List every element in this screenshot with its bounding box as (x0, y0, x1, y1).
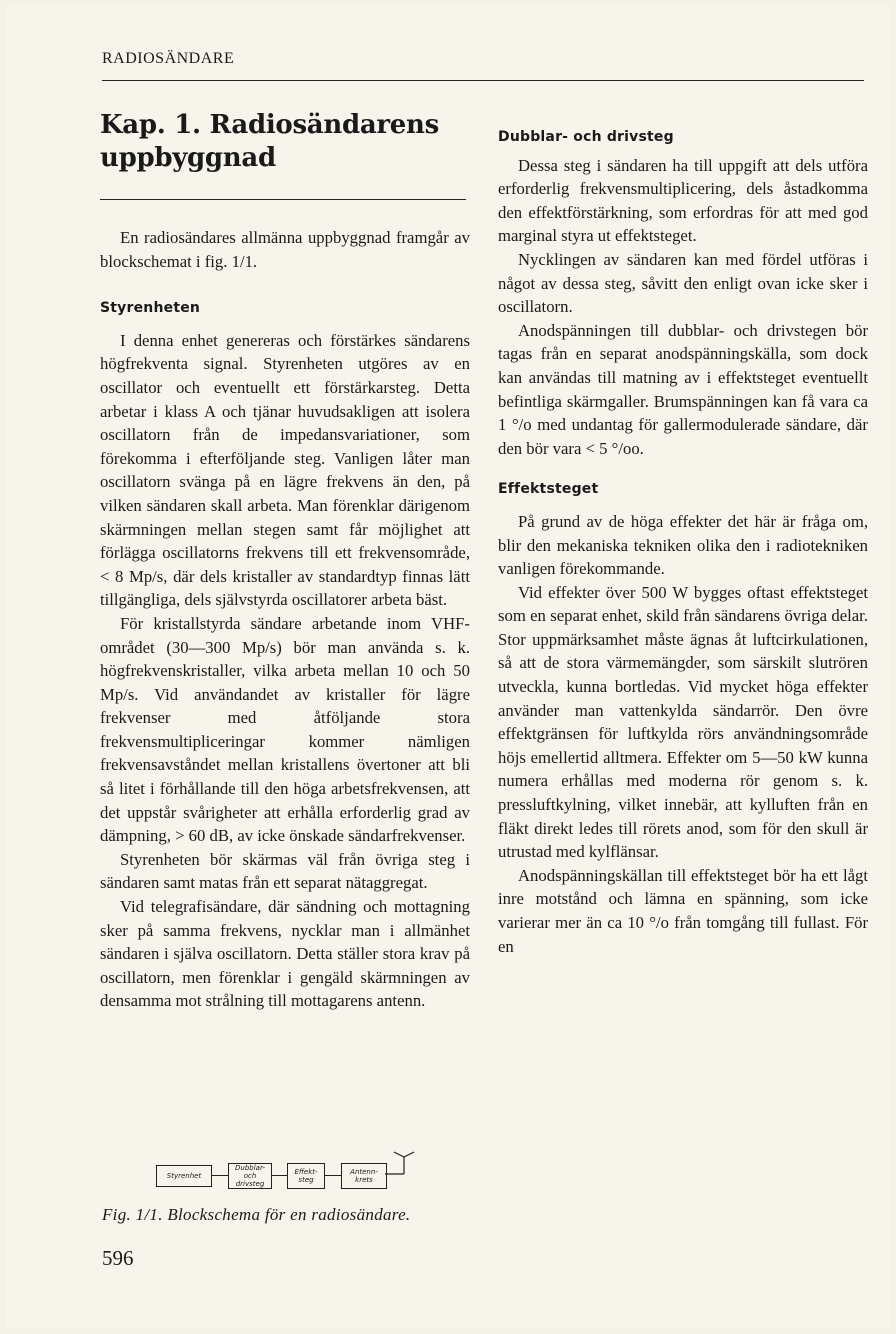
block-diagram (150, 1150, 430, 1195)
left-column (100, 107, 470, 1013)
dubblar-paragraph-2: Nycklingen av sändaren kan med fördel utföras i något av dessa steg, såvitt den enligt ovan icke sker i oscillatorn. (498, 249, 868, 317)
styrenheten-paragraph-2: För kristallstyrda sändare arbetande inom VHF-området (30—300 Mp/s) bör man använda s. k. högfrekvenskristaller, vilka arbeta mellan 10 och 50 Mp/s. Vid användandet av kristaller för lägre frekvenser med åtföljande stora frekvensmultipliceringar kommer nämligen frekvensavståndet mellan kristallens övertoner att bli så litet i förhållande till den höga arbetsfrekvensen, att det uppstår svårigheter att erhålla erforderlig grad av dämpning, > 60 dB, av icke önskade sändarfrekvenser. (100, 613, 470, 846)
connector-line (324, 1175, 341, 1176)
header-rule (102, 80, 864, 81)
figure-caption: Fig. 1/1. Blockschema för en radiosändare. (102, 1205, 411, 1224)
connector-line (271, 1175, 287, 1176)
styrenheten-paragraph-1: I denna enhet genereras och förstärkes sändarens högfrekventa signal. Styrenheten utgöres av en oscillator och eventuellt ett förstärkarsteg. Detta arbetar i klass A och tjänar huvudsakligen att isolera oscillatorn från de impedansvariationer, som förekomma i efterföljande steg. Vanligen låter man oscillatorn svänga på en lägre frekvens än den, på vilken sändaren skall arbeta. Man förenklar därigenom skärmningen mellan stegen samt får möjlighet att förlägga oscillatorns frekvens till ett frekvensområde, < 8 Mp/s, där dels kristaller av standardtyp finnas lätt tillgängliga, dels självstyrda oscillatorer arbeta bäst. (100, 330, 470, 610)
block-effektsteg: Effekt-steg (287, 1163, 325, 1189)
dubblar-paragraph-3: Anodspänningen till dubblar- och drivstegen bör tagas från en separat anodspänningskälla, som dock kan användas till matning av i effektsteget eventuellt befintliga skärmgaller. Brumspänningen kan få vara ca 1 °/o med undantag för gallermodulerade sändare, där den bör vara < 5 °/oo. (498, 320, 868, 458)
section-heading-styrenheten: Styrenheten (100, 300, 201, 317)
effekt-paragraph-1: På grund av de höga effekter det här är fråga om, blir den mekaniska tekniken olika den i radiotekniken vanligen förekommande. (498, 511, 868, 579)
styrenheten-paragraph-3: Styrenheten bör skärmas väl från övriga steg i sändaren samt matas från ett separat nätaggregat. (100, 849, 470, 893)
page-number: 596 (102, 1246, 134, 1270)
chapter-title-line2: uppbyggnad (100, 143, 276, 173)
effekt-paragraph-2: Vid effekter över 500 W bygges oftast effektsteget som en separat enhet, skild från sändarens övriga delar. Stor uppmärksamhet måste ägnas åt luftcirkulationen, så att de stora värmemängder, som särskilt slutrören utveckla, kunna bortledas. Vid mycket höga effekter använder man vattenkylda sändarrör. Den övre effektgränsen för luftkylda rörs användningsområde höjs emellertid alltmera. Effekter om 5—50 kW kunna numera erhållas med moderna rör genom s. k. pressluftkylning, vilket innebär, att kylluften från en fläkt direkt ledes till rörets anod, som för den skull är utrustad med kylflänsar. (498, 582, 868, 862)
title-rule (100, 199, 466, 200)
dubblar-paragraph-1: Dessa steg i sändaren ha till uppgift att dels utföra erforderlig frekvensmultiplicering, dels åstadkomma den effektförstärkning, som erfordras för att med god marginal styra ut effektsteget. (498, 155, 868, 246)
block-antennkrets: Antenn-krets (341, 1163, 387, 1189)
intro-paragraph: En radiosändares allmänna uppbyggnad framgår av blockschemat i fig. 1/1. (100, 228, 470, 271)
block-styrenhet: Styrenhet (156, 1165, 212, 1187)
chapter-title-line1: Kap. 1. Radiosändarens (100, 110, 439, 140)
running-head: RADIOSÄNDARE (102, 50, 235, 67)
section-heading-effektsteget: Effektsteget (498, 481, 599, 498)
section-heading-dubblar: Dubblar- och drivsteg (498, 129, 674, 145)
right-column (498, 108, 868, 958)
chapter-title (100, 107, 470, 175)
antenna-icon (385, 1150, 425, 1180)
styrenheten-paragraph-4: Vid telegrafisändare, där sändning och mottagning sker på samma frekvens, nycklar man i allmänhet sändaren i själva oscillatorn. Detta ställer stora krav på oscillatorn, men förenklar i gengäld skärmningen av densamma mot strålning till mottagarens antenn. (100, 897, 470, 1011)
effekt-paragraph-3: Anodspänningskällan till effektsteget bör ha ett lågt inre motstånd och lämna en spänning, som icke varierar mer än ca 10 °/o från tomgång till fullast. För en (498, 865, 868, 956)
block-dubblar-drivsteg: Dubblar-och drivsteg (228, 1163, 272, 1189)
connector-line (211, 1175, 228, 1176)
